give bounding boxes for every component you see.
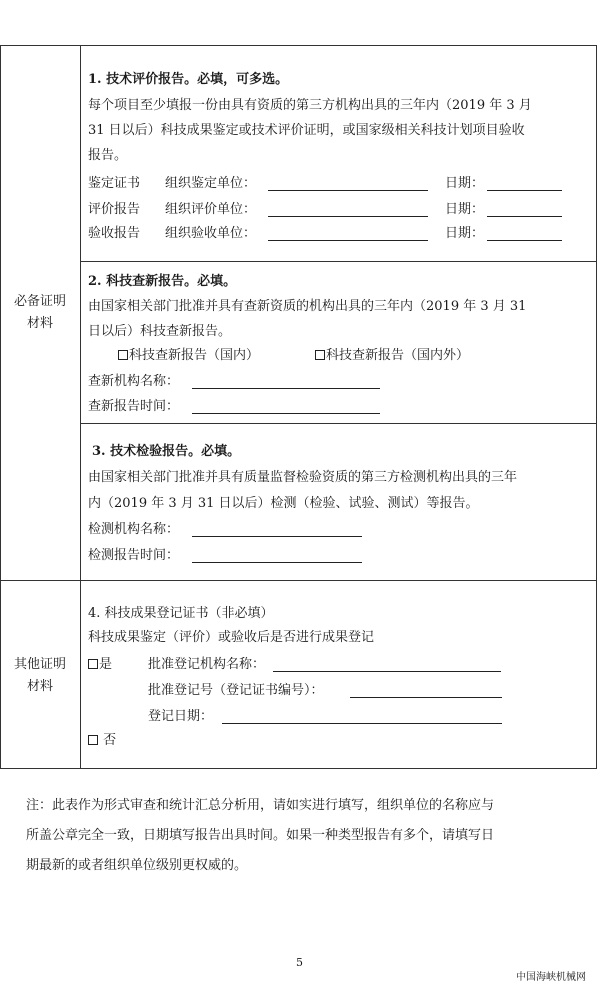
s4-title: 4. 科技成果登记证书（非必填） [88,606,274,621]
s3-org-blank[interactable] [192,536,362,537]
s1-unit-blank[interactable] [268,240,428,241]
s2-desc-line-2: 日以后）科技查新报告。 [88,324,232,339]
s1-unit-blank[interactable] [268,190,428,191]
s1-row-unit-label: 组织评价单位： [165,202,257,217]
s1-date-blank[interactable] [487,216,562,217]
checkbox-icon[interactable] [118,350,128,360]
s4-num-blank[interactable] [350,697,502,698]
s2-title: 2. 科技查新报告。必填。 [88,274,237,289]
checkbox-icon[interactable] [88,735,98,745]
s1-row-date-label: 日期： [445,226,485,241]
row-divider-1 [80,261,597,262]
column-divider [80,45,81,769]
s4-no-option[interactable]: 否 [88,731,116,751]
s3-title: 3. 技术检验报告。必填。 [92,444,241,459]
s1-row-date-label: 日期： [445,202,485,217]
s1-row-type: 评价报告 [88,202,141,217]
s3-time-blank[interactable] [192,562,362,563]
s3-org-label: 检测机构名称： [88,522,180,537]
s2-option-domestic[interactable]: 科技查新报告（国内） [118,346,259,366]
s1-date-blank[interactable] [487,190,562,191]
s1-row-date-label: 日期： [445,176,485,191]
s1-row-type: 鉴定证书 [88,176,141,191]
other-materials-label: 其他证明 材料 [13,657,66,694]
s1-desc-line-3: 报告。 [88,148,128,163]
s2-time-label: 查新报告时间： [88,399,180,414]
s3-desc-line-1: 由国家相关部门批准并具有质量监督检验资质的第三方检测机构出具的三年 [88,470,518,485]
watermark: 中国海峡机械网 [516,972,586,983]
s4-date-blank[interactable] [222,723,502,724]
checkbox-icon[interactable] [88,659,98,669]
s4-question: 科技成果鉴定（评价）或验收后是否进行成果登记 [88,630,375,645]
s4-org-blank[interactable] [273,671,501,672]
row-divider-3 [0,580,597,581]
s1-date-blank[interactable] [487,240,562,241]
s1-row-unit-label: 组织鉴定单位： [165,176,257,191]
page-number: 5 [296,956,303,969]
s1-row-type: 验收报告 [88,226,141,241]
footnote: 注：此表作为形式审查和统计汇总分析用，请如实进行填写，组织单位的名称应与 所盖公章完全一致，日期填写报告出具时间。如果一种类型报告有多个，请填写日 期最新的或者组织单位级别更权威的。 [26,798,495,873]
required-materials-label: 必备证明 材料 [13,294,66,331]
s3-desc-line-2: 内（2019 年 3 月 31 日以后）检测（检验、试验、测试）等报告。 [88,496,479,511]
s2-org-label: 查新机构名称： [88,374,180,389]
s2-option-international[interactable]: 科技查新报告（国内外） [315,346,469,366]
s4-num-label: 批准登记号（登记证书编号）： [148,683,324,698]
s1-unit-blank[interactable] [268,216,428,217]
s3-time-label: 检测报告时间： [88,548,180,563]
row-divider-2 [80,423,597,424]
s4-org-label: 批准登记机构名称： [148,657,266,672]
s1-row-unit-label: 组织验收单位： [165,226,257,241]
checkbox-icon[interactable] [315,350,325,360]
s2-time-blank[interactable] [192,413,380,414]
s1-desc-line-1: 每个项目至少填报一份由具有资质的第三方机构出具的三年内（2019 年 3 月 [88,98,532,113]
s2-org-blank[interactable] [192,388,380,389]
s1-title: 1. 技术评价报告。必填，可多选。 [88,72,289,87]
s2-desc-line-1: 由国家相关部门批准并具有查新资质的机构出具的三年内（2019 年 3 月 31 [88,299,527,314]
s1-desc-line-2: 31 日以后）科技成果鉴定或技术评价证明，或国家级相关科技计划项目验收 [88,123,525,138]
s4-date-label: 登记日期： [148,709,214,724]
s4-yes-option[interactable]: 是 [88,655,112,675]
